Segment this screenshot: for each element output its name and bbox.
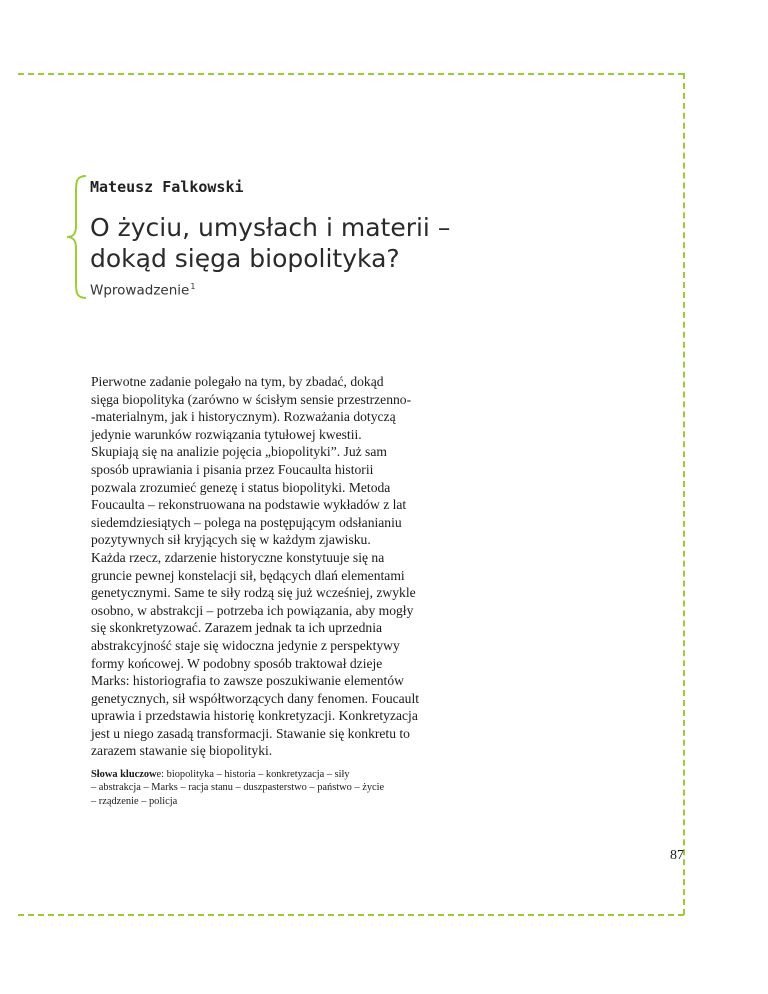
abstract-line: sięga biopolityka (zarówno w ścisłym sensie przestrzenno- — [91, 391, 412, 407]
abstract-line: uprawia i przedstawia historię konkretyzacji. Konkretyzacja — [91, 708, 418, 724]
title-line: O życiu, umysłach i materii – — [90, 213, 451, 242]
title-line: dokąd sięga biopolityka? — [90, 244, 400, 273]
keywords-first-line: : biopolityka – historia – konkretyzacja – siły — [161, 769, 350, 780]
abstract-line: -materialnym, jak i historycznym). Rozważania dotyczą — [91, 409, 396, 425]
abstract-line: genetycznych, sił współtworzących dany fenomen. Foucault — [91, 690, 420, 706]
abstract-line: pozwala zrozumieć genezę i status biopolityki. Metoda — [91, 479, 391, 495]
keywords-line: – abstrakcja – Marks – racja stanu – duszpasterstwo – państwo – życie — [91, 782, 385, 794]
footnote-marker[interactable]: 1 — [190, 282, 196, 291]
abstract-line: osobno, w abstrakcji – potrzeba ich powiązania, aby mogły — [91, 602, 414, 618]
abstract-line: abstrakcyjność staje się widoczna jedynie z perspektywy — [91, 637, 400, 653]
article-subtitle — [90, 282, 195, 299]
keywords-label-suffix: e — [156, 769, 162, 780]
author-name: Mateusz Falkowski — [90, 178, 244, 196]
abstract-line: się skonkretyzować. Zarazem jednak ta ich uprzednia — [91, 620, 382, 636]
abstract-line: jest u niego zasadą transformacji. Stawanie się konkretu to — [91, 725, 410, 741]
abstract-line: pozytywnych sił kryjących się w każdym zjawisku. — [91, 532, 371, 548]
abstract — [91, 373, 491, 760]
article-title — [90, 212, 650, 274]
abstract-line: siedemdziesiątych – polega na postępującym odsłanianiu — [91, 514, 402, 530]
subtitle-text: Wprowadzenie — [90, 282, 190, 299]
abstract-line: Skupiają się na analizie pojęcia „biopolityki”. Już sam — [91, 444, 387, 460]
abstract-line: zarazem stawanie się biopolityki. — [91, 743, 273, 759]
curly-brace-icon — [64, 174, 90, 300]
abstract-line: gruncie pewnej konstelacji sił, będących dlań elementami — [91, 567, 405, 583]
keywords-label: Słowa kluczow — [91, 769, 157, 780]
keywords-line: – rządzenie – policja — [91, 795, 178, 807]
abstract-line: Marks: historiografia to zawsze poszukiwanie elementów — [91, 673, 404, 689]
abstract-line: genetycznymi. Same te siły rodzą się już wcześniej, zwykle — [91, 585, 416, 601]
frame-right-border — [683, 73, 685, 915]
keywords — [91, 768, 491, 808]
abstract-line: Foucaulta – rekonstruowana na podstawie wykładów z lat — [91, 497, 407, 513]
abstract-line: sposób uprawiania i pisania przez Foucaulta historii — [91, 461, 374, 477]
frame-top-border — [18, 73, 684, 75]
keywords-line — [91, 768, 491, 781]
abstract-line: Każda rzecz, zdarzenie historyczne konstytuuje się na — [91, 549, 385, 565]
abstract-line: formy końcowej. W podobny sposób traktował dzieje — [91, 655, 383, 671]
page-number: 87 — [670, 848, 684, 863]
frame-bottom-border — [18, 914, 684, 916]
abstract-line: jedynie warunków rozwiązania tytułowej kwestii. — [91, 426, 362, 442]
abstract-line: Pierwotne zadanie polegało na tym, by zbadać, dokąd — [91, 374, 384, 389]
